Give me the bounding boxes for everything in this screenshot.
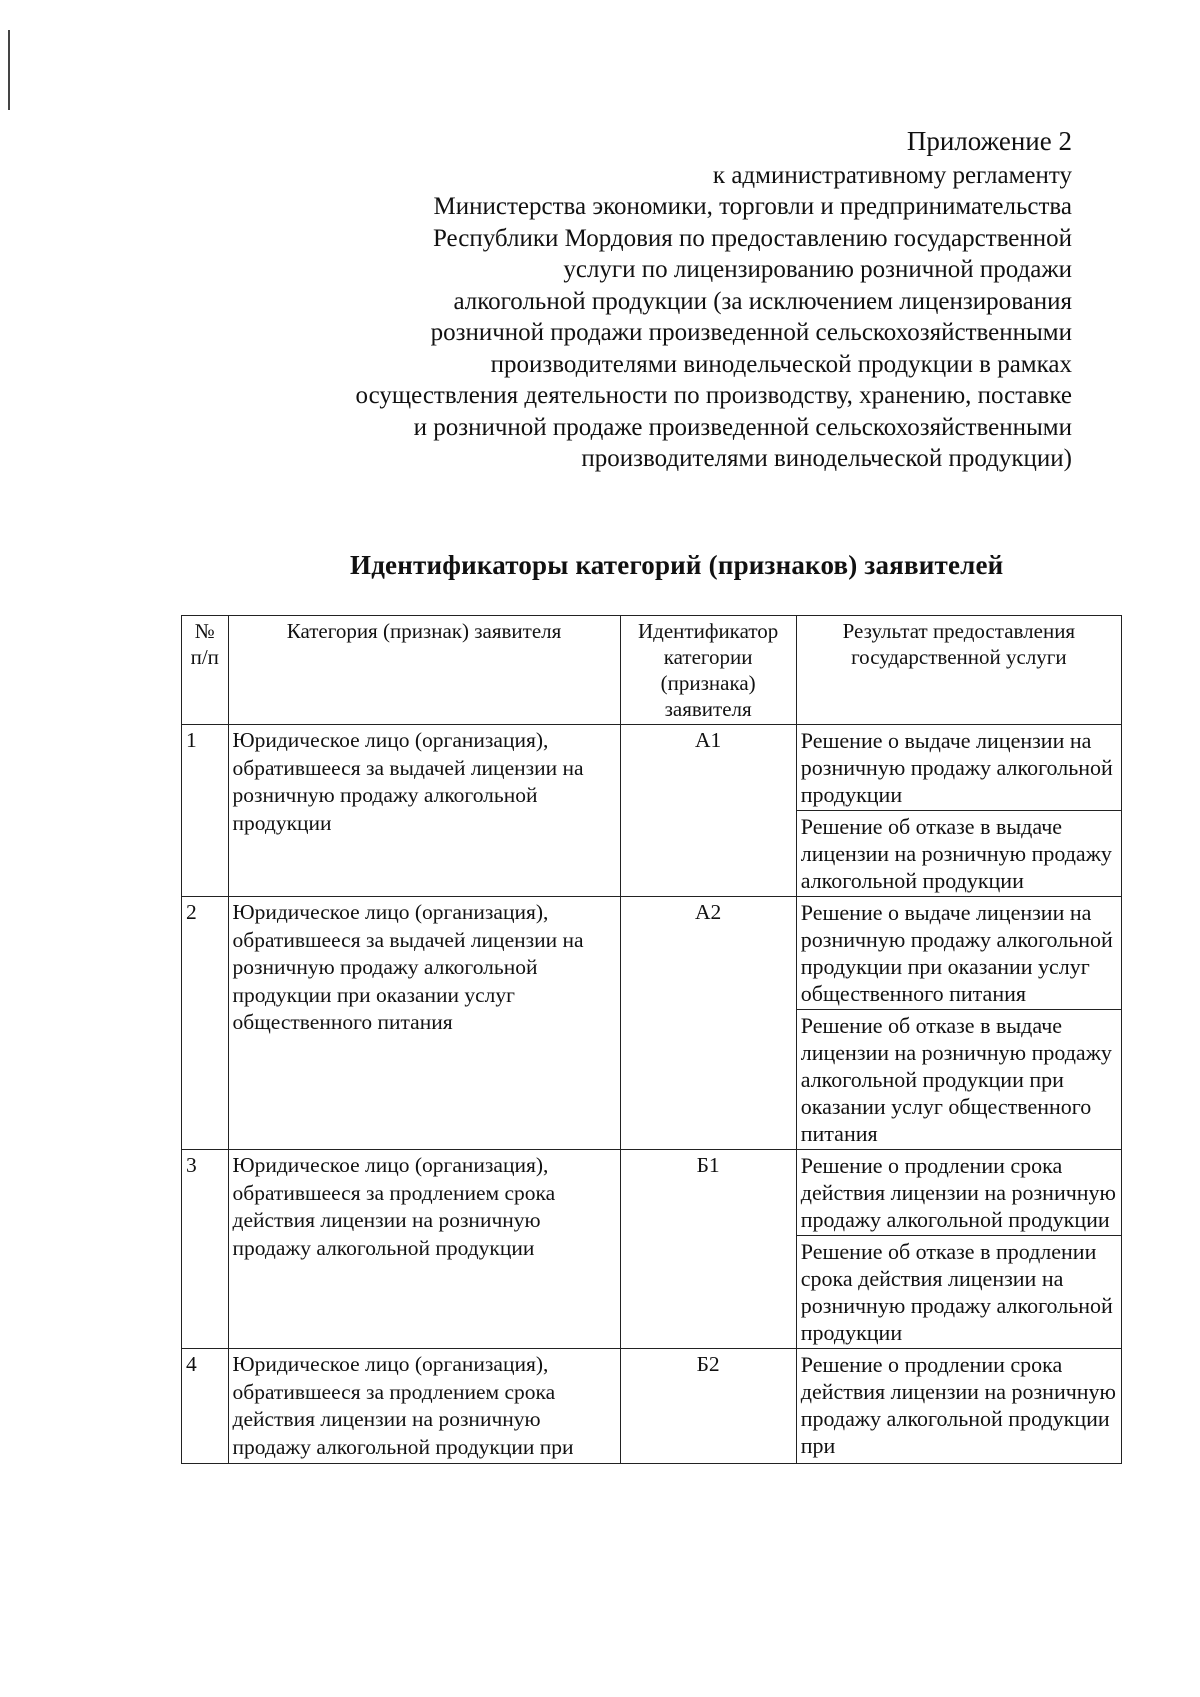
- header-identifier: Идентификатор категории (признака) заявителя: [620, 616, 796, 725]
- row-result: Решение о выдаче лицензии на розничную продажу алкогольной продукции при оказании услуг общественного питания: [796, 897, 1121, 1010]
- appendix-line: к административному регламенту: [712, 161, 1072, 189]
- row-num: 1: [182, 725, 229, 897]
- row-num: 2: [182, 897, 229, 1150]
- appendix-line: услуги по лицензированию розничной продажи: [563, 256, 1072, 283]
- row-identifier: А2: [620, 897, 796, 1150]
- document-title: Идентификаторы категорий (признаков) заявителей: [350, 550, 1004, 580]
- table-row: [182, 725, 1122, 811]
- row-num: 4: [182, 1349, 229, 1464]
- appendix-header: [252, 126, 1072, 475]
- appendix-line: розничной продажи произведенной сельскохозяйственными: [430, 319, 1072, 346]
- row-num: 3: [182, 1150, 229, 1349]
- table-row: [182, 897, 1122, 1010]
- appendix-line: производителями винодельческой продукции в рамках: [490, 350, 1072, 378]
- row-identifier: Б1: [620, 1150, 796, 1349]
- row-category: Юридическое лицо (организация), обратившееся за продлением срока действия лицензии на розничную продажу алкогольной продукции при: [228, 1349, 620, 1464]
- table-header-row: [182, 616, 1122, 725]
- applicant-categories-table: [181, 615, 1122, 1464]
- table-row: [182, 1150, 1122, 1236]
- header-num: № п/п: [182, 616, 229, 725]
- appendix-number: Приложение 2: [906, 126, 1072, 156]
- row-result: Решение о выдаче лицензии на розничную продажу алкогольной продукции: [796, 725, 1121, 811]
- row-result: Решение об отказе в продлении срока действия лицензии на розничную продажу алкогольной продукции: [796, 1236, 1121, 1349]
- table-row: [182, 1349, 1122, 1464]
- scan-edge-mark: [8, 30, 10, 110]
- row-result: Решение о продлении срока действия лицензии на розничную продажу алкогольной продукции: [796, 1150, 1121, 1236]
- appendix-line: алкогольной продукции (за исключением лицензирования: [453, 287, 1072, 315]
- appendix-line: осуществления деятельности по производству, хранению, поставке: [355, 382, 1072, 409]
- row-identifier: А1: [620, 725, 796, 897]
- row-category: Юридическое лицо (организация), обратившееся за выдачей лицензии на розничную продажу алкогольной продукции при оказании услуг общественного питания: [228, 897, 620, 1150]
- header-result: Результат предоставления государственной услуги: [796, 616, 1121, 725]
- header-category: Категория (признак) заявителя: [228, 616, 620, 725]
- row-category: Юридическое лицо (организация), обратившееся за выдачей лицензии на розничную продажу алкогольной продукции: [228, 725, 620, 897]
- row-category: Юридическое лицо (организация), обратившееся за продлением срока действия лицензии на розничную продажу алкогольной продукции: [228, 1150, 620, 1349]
- row-result: Решение об отказе в выдаче лицензии на розничную продажу алкогольной продукции: [796, 811, 1121, 897]
- row-identifier: Б2: [620, 1349, 796, 1464]
- appendix-line: Республики Мордовия по предоставлению государственной: [432, 224, 1072, 252]
- appendix-line: и розничной продаже произведенной сельскохозяйственными: [413, 413, 1072, 441]
- appendix-line: Министерства экономики, торговли и предпринимательства: [433, 193, 1072, 220]
- row-result: Решение о продлении срока действия лицензии на розничную продажу алкогольной продукции при: [796, 1349, 1121, 1464]
- appendix-line: производителями винодельческой продукции): [581, 445, 1072, 472]
- row-result: Решение об отказе в выдаче лицензии на розничную продажу алкогольной продукции при оказании услуг общественного питания: [796, 1010, 1121, 1150]
